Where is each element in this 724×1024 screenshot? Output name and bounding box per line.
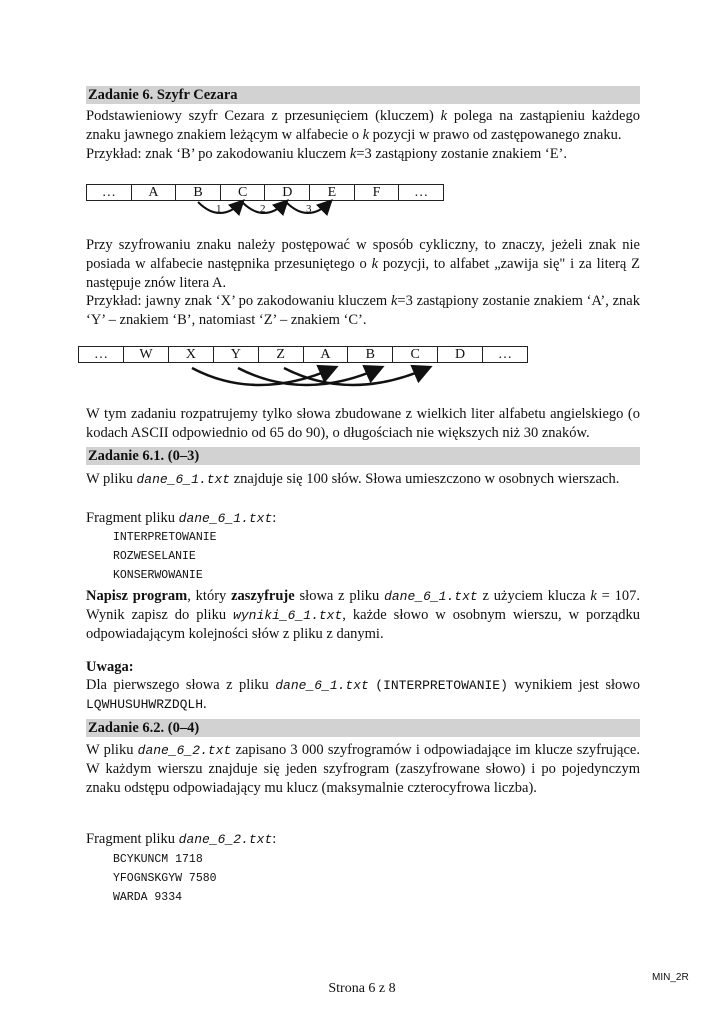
- alphabet-strip-2: [78, 346, 528, 363]
- task-6-2-intro: W pliku dane_6_2.txt zapisano 3 000 szyfrogramów i odpowiadające im klucze szyfrujące. W każdym wierszu znajduje się jeden szyfrogram (zaszyfrowane słowo) i po pojedynczym znaku odstępu odpowiadający mu klucz (maksymalnie czterocyfrowa liczba).: [86, 742, 640, 796]
- example-paragraph: Przykład: jawny znak ‘X’ po zakodowaniu kluczem k=3 zastąpiony zostanie znakiem ‘A’, znak ‘Y’ – znakiem ‘B’, natomiast ‘Z’ – znakiem ‘C’.: [86, 293, 640, 328]
- note-title: Uwaga:: [86, 659, 134, 675]
- strip-cell: …: [482, 347, 527, 363]
- intro-paragraph: Podstawieniowy szyfr Cezara z przesunięciem (kluczem) k polega na zastąpieniu każdego znaku jawnego znakiem leżącym w alfabecie o k pozycji w prawo od zastępowanego znaku. Przykład: znak ‘B’ po zakodowaniu kluczem k=3 zastąpiony zostanie znakiem ‘E’.: [86, 108, 640, 162]
- arrow-label: 3: [306, 203, 312, 215]
- strip-cell: D: [265, 185, 310, 201]
- strip-cell: A: [131, 185, 176, 201]
- scope-paragraph: W tym zadaniu rozpatrujemy tylko słowa zbudowane z wielkich liter alfabetu angielskiego (o kodach ASCII odpowiednio od 65 do 90), o długościach nie większych niż 30 znaków.: [86, 406, 640, 441]
- exam-code: MIN_2R: [652, 972, 689, 983]
- file-fragment-6-1: [113, 528, 217, 585]
- arrow-label: 2: [260, 203, 266, 215]
- strip-cell: C: [220, 185, 265, 201]
- strip-cell: W: [124, 347, 169, 363]
- note-text: Dla pierwszego słowa z pliku dane_6_1.txt (INTERPRETOWANIE) wynikiem jest słowo LQWHUSUHWRZDQLH.: [86, 677, 640, 712]
- fragment-line: KONSERWOWANIE: [113, 569, 203, 582]
- arrow-label: 1: [216, 203, 222, 215]
- strip-cell: X: [168, 347, 213, 363]
- page-number: Strona 6 z 8: [328, 981, 396, 996]
- strip-cell: C: [393, 347, 438, 363]
- strip-cell: B: [176, 185, 221, 201]
- strip-cell: E: [310, 185, 355, 201]
- strip-cell: …: [79, 347, 124, 363]
- shift-arrows-2: [186, 362, 446, 402]
- fragment-label: Fragment pliku dane_6_1.txt:: [86, 510, 277, 526]
- fragment-line: YFOGNSKGYW 7580: [113, 872, 217, 885]
- task-6-1-title: Zadanie 6.1. (0–3): [86, 447, 640, 465]
- strip-cell: …: [87, 185, 132, 201]
- task-6-1-instruction: Napisz program, który zaszyfruje słowa z pliku dane_6_1.txt z użyciem klucza k = 107. Wynik zapisz do pliku wyniki_6_1.txt, każde słowo w osobnym wierszu, w porządku odpowiadającym kolejności słów z pliku z danymi.: [86, 588, 640, 642]
- fragment-line: WARDA 9334: [113, 891, 183, 904]
- fragment-line: BCYKUNCM 1718: [113, 853, 203, 866]
- task-6-1-intro: W pliku dane_6_1.txt znajduje się 100 słów. Słowa umieszczono w osobnych wierszach.: [86, 471, 620, 487]
- wrap-paragraph: Przy szyfrowaniu znaku należy postępować w sposób cykliczny, to znaczy, jeżeli znak nie posiada w alfabecie następnika przesuniętego o k pozycji, to alfabet „zawija się" i za literą Z następuje znów litera A.: [86, 237, 640, 291]
- strip-cell: Y: [213, 347, 258, 363]
- strip-cell: A: [303, 347, 348, 363]
- strip-cell: Z: [258, 347, 303, 363]
- file-fragment-6-2: [113, 850, 217, 907]
- section-title: Zadanie 6. Szyfr Cezara: [86, 86, 640, 104]
- strip-cell: B: [348, 347, 393, 363]
- fragment-label: Fragment pliku dane_6_2.txt:: [86, 831, 277, 847]
- strip-cell: F: [354, 185, 399, 201]
- fragment-line: INTERPRETOWANIE: [113, 531, 217, 544]
- strip-cell: D: [438, 347, 483, 363]
- fragment-line: ROZWESELANIE: [113, 550, 196, 563]
- task-6-2-title: Zadanie 6.2. (0–4): [86, 719, 640, 737]
- strip-cell: …: [399, 185, 444, 201]
- shift-arrows-1: [186, 198, 356, 222]
